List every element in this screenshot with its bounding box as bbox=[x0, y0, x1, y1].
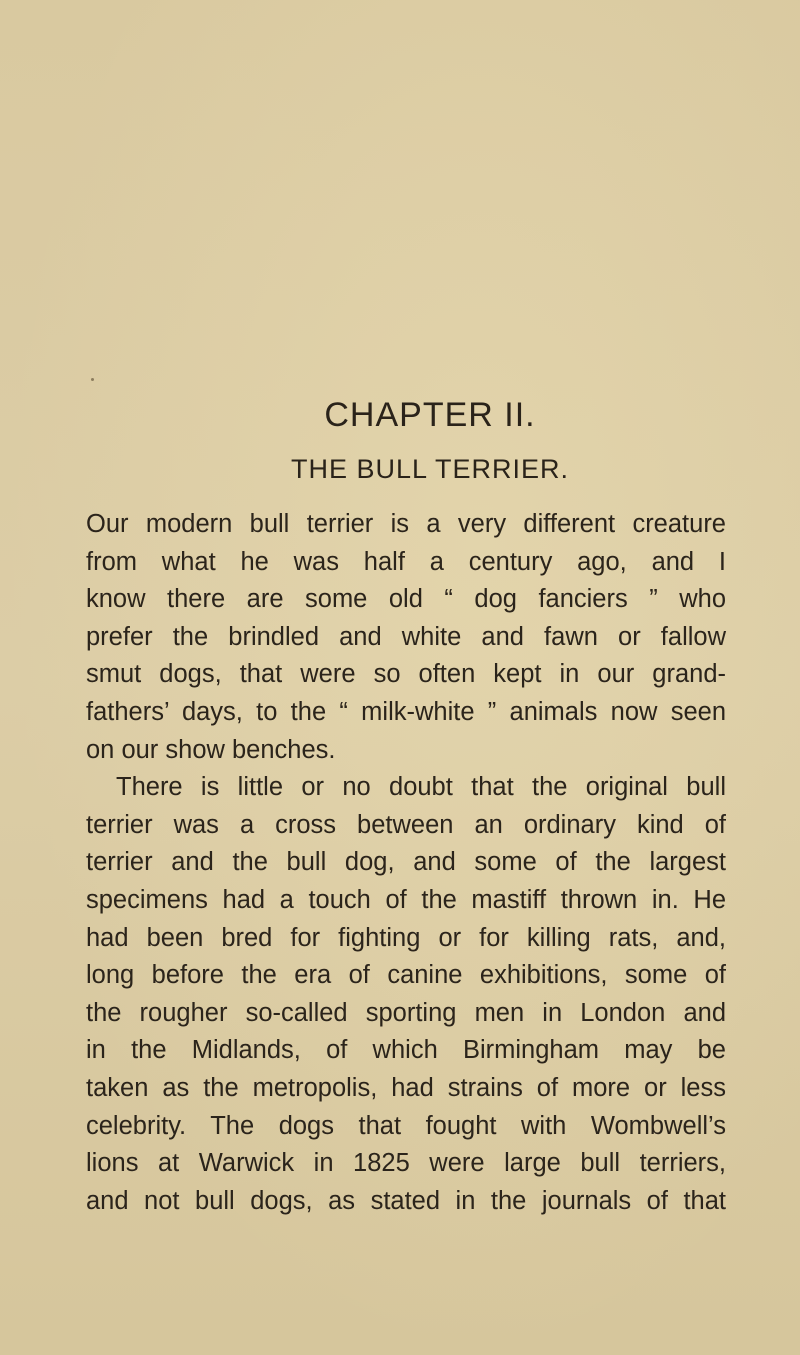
text-line: prefer the brindled and white and fawn or fallow bbox=[86, 622, 726, 651]
text-line: long before the era of canine exhibitions, some of bbox=[86, 961, 726, 990]
text-line: taken as the metropolis, had strains of more or less bbox=[86, 1073, 726, 1102]
chapter-title: THE BULL TERRIER. bbox=[290, 454, 570, 484]
text-line: from what he was half a century ago, and I bbox=[86, 547, 726, 576]
text-line: fathers’ days, to the “ milk-white ” animals now seen bbox=[86, 697, 726, 726]
text-line: Our modern bull terrier is a very different creature bbox=[86, 510, 726, 538]
text-line: celebrity. The dogs that fought with Wombwell’s bbox=[86, 1111, 726, 1140]
text-line: terrier was a cross between an ordinary kind of bbox=[86, 810, 726, 839]
paper-speck bbox=[91, 378, 94, 381]
body-text bbox=[86, 506, 726, 1220]
text-line: lions at Warwick in 1825 were large bull terriers, bbox=[86, 1149, 726, 1178]
text-line: There is little or no doubt that the original bull bbox=[116, 773, 726, 802]
text-line: had been bred for fighting or for killing rats, and, bbox=[86, 923, 726, 952]
text-line: smut dogs, that were so often kept in our grand- bbox=[86, 660, 726, 689]
chapter-heading: CHAPTER II. bbox=[324, 396, 536, 434]
text-line: know there are some old “ dog fanciers ” who bbox=[86, 585, 726, 614]
text-line: specimens had a touch of the mastiff thrown in. He bbox=[86, 885, 726, 914]
text-line: the rougher so-called sporting men in London and bbox=[86, 998, 726, 1027]
text-line: in the Midlands, of which Birmingham may be bbox=[86, 1036, 726, 1065]
text-line: terrier and the bull dog, and some of the largest bbox=[86, 848, 726, 877]
text-line: on our show benches. bbox=[86, 735, 336, 764]
text-line: and not bull dogs, as stated in the journals of that bbox=[86, 1186, 726, 1215]
